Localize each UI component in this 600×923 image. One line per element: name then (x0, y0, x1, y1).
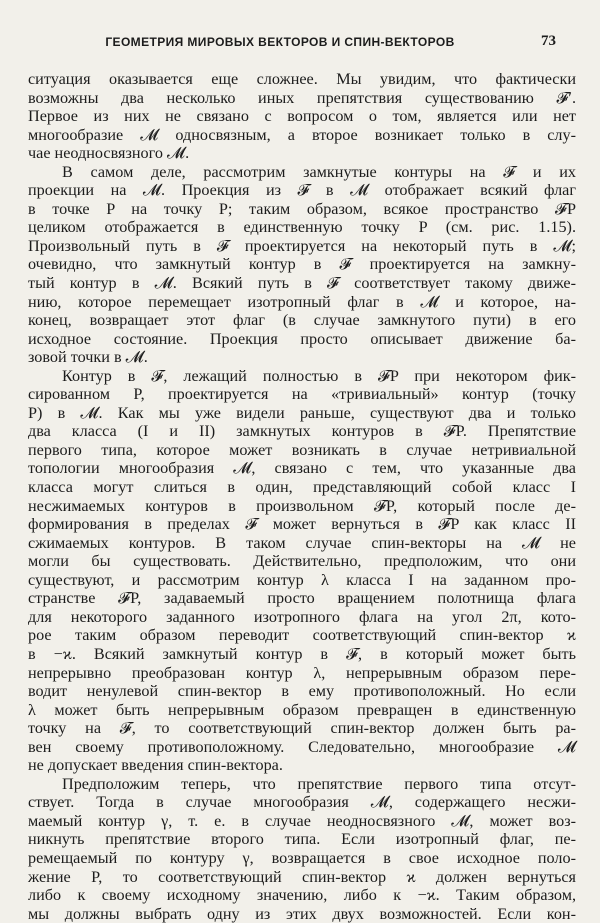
text-line: нию, которое перемещает изотропный флаг в 𝓜 и которое, на- (28, 292, 576, 311)
text-line: очевидно, что замкнутый контур в 𝓕 проектируется на замкну- (28, 255, 576, 274)
text-line: Контур в 𝓕, лежащий полностью в 𝓕P при некотором фик- (62, 366, 576, 385)
text-line: водит ненулевой спин-вектор в ему противоположный. Но если (28, 682, 576, 701)
text-line: мы должны выбрать одну из этих двух возможностей. Если кон- (28, 904, 576, 923)
text-line: проекции на 𝓜. Проекция из 𝓕 в 𝓜 отображает всякий флаг (28, 181, 576, 200)
text-line: многообразие 𝓜 односвязным, а второе возникает только в слу- (28, 125, 576, 144)
text-line: Предположим теперь, что препятствие первого типа отсут- (62, 774, 576, 793)
running-title: ГЕОМЕТРИЯ МИРОВЫХ ВЕКТОРОВ И СПИН-ВЕКТОРОВ (105, 35, 455, 49)
text-line: либо к своему исходному значению, либо к −ϰ. Таким образом, (28, 886, 576, 905)
text-line: жение P, то соответствующий спин-вектор ϰ должен вернуться (28, 867, 576, 886)
text-line: несжимаемых контуров в произвольном 𝓕P, который после де- (28, 496, 576, 515)
text-line: ситуация оказывается еще сложнее. Мы увидим, что фактически (28, 70, 576, 88)
text-line: сированном P, проектируется на «тривиальный» контур (точку (28, 385, 576, 404)
text-line: существуют, и рассмотрим контур λ класса I на заданном про- (28, 570, 576, 589)
text-line: зовой точки в 𝓜. (28, 348, 148, 367)
body-text (28, 70, 576, 923)
text-line: ствует. Тогда в случае многообразия 𝓜, содержащего несжи- (28, 793, 576, 812)
text-line: рое таким образом переводит соответствующий спин-вектор ϰ (28, 626, 576, 645)
text-line: для некоторого заданного изотропного флага на угол 2π, кото- (28, 607, 576, 626)
text-line: Первое из них не связано с вопросом о том, является или нет (28, 107, 576, 126)
text-line: два класса (I и II) замкнутых контуров в 𝓕P. Препятствие (28, 422, 576, 441)
text-line: исходное состояние. Проекция просто описывает движение ба- (28, 329, 576, 348)
text-line: непрерывно преобразован контур λ, непрерывным образом пере- (28, 663, 576, 682)
text-line: чае неодносвязного 𝓜. (28, 144, 190, 163)
text-line: в точке P на точку P; таким образом, всякое пространство 𝓕P (28, 199, 576, 218)
page-number: 73 (541, 33, 556, 49)
text-line: формирования в пределах 𝓕 может вернуться в 𝓕P как класс II (28, 515, 576, 534)
text-line: странстве 𝓕P, задаваемый просто вращением полотнища флага (28, 589, 576, 608)
text-line: класса могут слиться в один, представляющий собой класс I (28, 478, 576, 497)
text-line: конец, возвращает этот флаг (в случае замкнутого пути) в его (28, 311, 576, 330)
text-line: в −ϰ. Всякий замкнутый контур в 𝓕, в который может быть (28, 644, 576, 663)
text-line: тый контур в 𝓜. Всякий путь в 𝓕 соответствует такому движе- (28, 274, 576, 293)
text-line: P) в 𝓜. Как мы уже видели раньше, существуют два и только (28, 403, 576, 422)
text-line: целиком отображается в единственную точку P (см. рис. 1.15). (28, 218, 576, 237)
text-line: вен своему противоположному. Следовательно, многообразие 𝓜 (28, 737, 576, 756)
text-line: не допускает введения спин-вектора. (28, 756, 283, 775)
text-line: никнуть препятствие второго типа. Если изотропный флаг, пе- (28, 830, 576, 849)
text-line: λ может быть непрерывным образом превращен в единственную (28, 700, 576, 719)
text-line: первого типа, которое может возникать в случае нетривиальной (28, 440, 576, 459)
text-line: ремещаемый по контуру γ, возвращается в свое исходное поло- (28, 848, 576, 867)
text-line: топологии многообразия 𝓜, связано с тем, что указанные два (28, 459, 576, 478)
text-line: маемый контур γ, т. е. в случае неодносвязного 𝓜, может воз- (28, 811, 576, 830)
page-header (44, 33, 556, 55)
text-line: сжимаемых контуров. В таком случае спин-векторы на 𝓜 не (28, 533, 576, 552)
text-line: точку на 𝓕, то соответствующий спин-вектор должен быть ра- (28, 719, 576, 738)
text-line: Произвольный путь в 𝓕 проектируется на некоторый путь в 𝓜; (28, 236, 576, 255)
text-line: могли бы существовать. Действительно, предположим, что они (28, 552, 576, 571)
text-line: возможны два несколько иных препятствия существованию 𝓕′. (28, 88, 576, 107)
text-line: В самом деле, рассмотрим замкнутые контуры на 𝓕 и их (62, 162, 576, 181)
